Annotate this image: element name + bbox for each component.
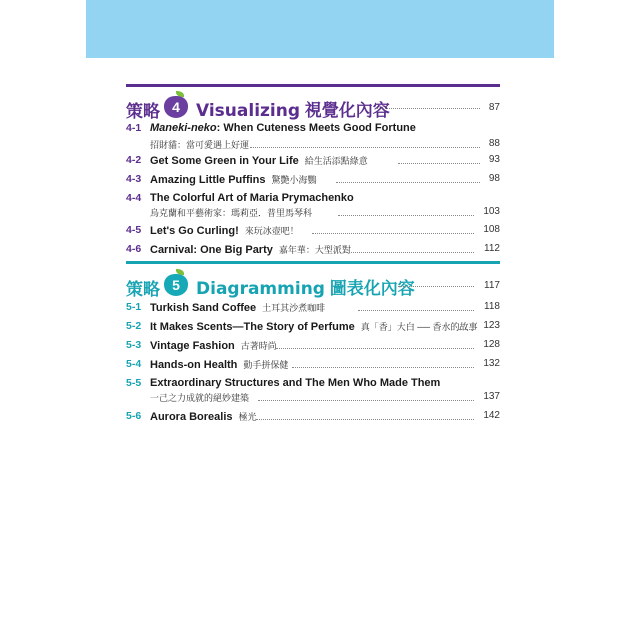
apple-icon [164, 92, 188, 118]
section-title: Visualizing 視覺化內容 [196, 101, 390, 121]
apple-icon: 5 [164, 270, 188, 296]
strategy-label: 策略 [126, 102, 160, 122]
page-number: 87 [488, 102, 500, 113]
entry-title-zh: 招財貓：當可愛遇上好運 [150, 140, 250, 150]
top-color-band [86, 0, 554, 58]
section-heading-5[interactable]: 策略 5 Diagramming 圖表化內容 117 [126, 272, 500, 298]
section-rule [126, 261, 500, 264]
entry-title-en: Maneki-neko: When Cuteness Meets Good Fortune [150, 122, 416, 134]
section-heading-4[interactable] [126, 94, 500, 120]
section-number: 4 [172, 99, 180, 115]
section-rule [126, 84, 500, 87]
page-number: 88 [488, 138, 500, 149]
